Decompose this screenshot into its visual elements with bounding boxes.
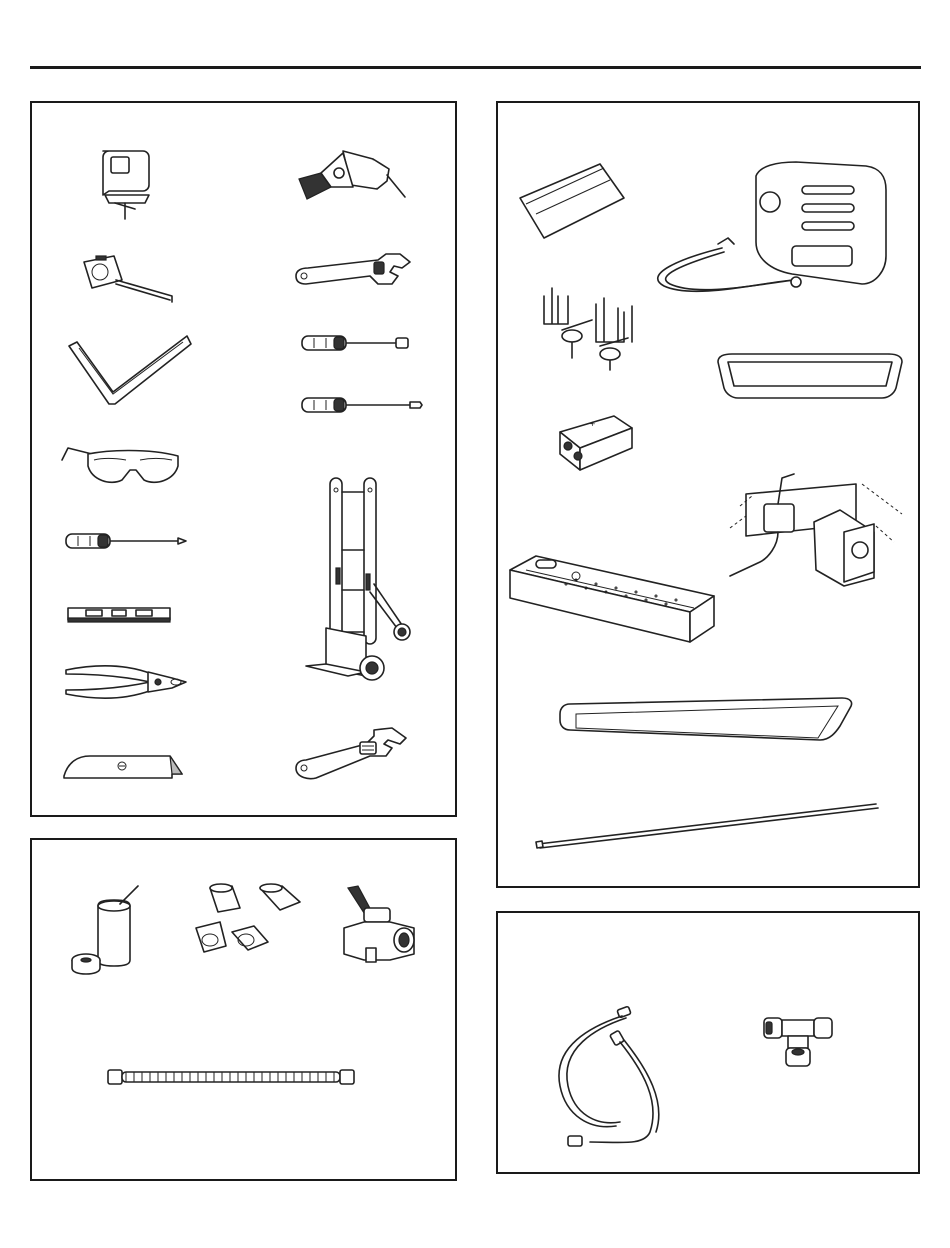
burner-tray-icon <box>506 550 718 650</box>
utility-knife-icon <box>58 750 188 782</box>
saber-saw-icon <box>95 145 155 225</box>
rotisserie-spit-icon <box>532 800 880 850</box>
level-icon <box>64 600 174 626</box>
pliers-icon <box>62 660 190 704</box>
pipe-wrench-icon <box>290 724 418 780</box>
electric-drill-icon <box>295 145 410 205</box>
gas-hose-icon <box>548 1004 664 1150</box>
pipe-fittings-icon <box>188 884 308 964</box>
header-rule <box>30 66 921 69</box>
adjustable-wrench-icon <box>290 252 415 288</box>
flexible-gas-line-icon <box>104 1064 360 1090</box>
battery-plus-label: + <box>590 419 596 429</box>
hardware-packet-icon <box>516 160 628 244</box>
rotisserie-motor-icon <box>652 158 892 304</box>
hand-truck-icon <box>300 472 418 692</box>
carpenter-square-icon <box>65 330 195 405</box>
shutoff-valve-icon <box>340 884 420 966</box>
flat-blade-screwdriver-icon <box>298 392 426 418</box>
rotisserie-forks-icon <box>538 282 642 372</box>
tape-measure-icon <box>78 250 178 305</box>
motor-bracket-assembly-icon <box>726 466 910 586</box>
rotisserie-pan-icon <box>714 350 906 402</box>
cutting-board-cover-icon <box>556 694 856 750</box>
safety-glasses-icon <box>58 440 186 492</box>
pipe-thread-sealant-icon <box>68 884 148 974</box>
phillips-screwdriver-icon <box>62 528 192 554</box>
nut-driver-icon <box>298 330 413 356</box>
tee-fitting-icon <box>760 1010 836 1070</box>
